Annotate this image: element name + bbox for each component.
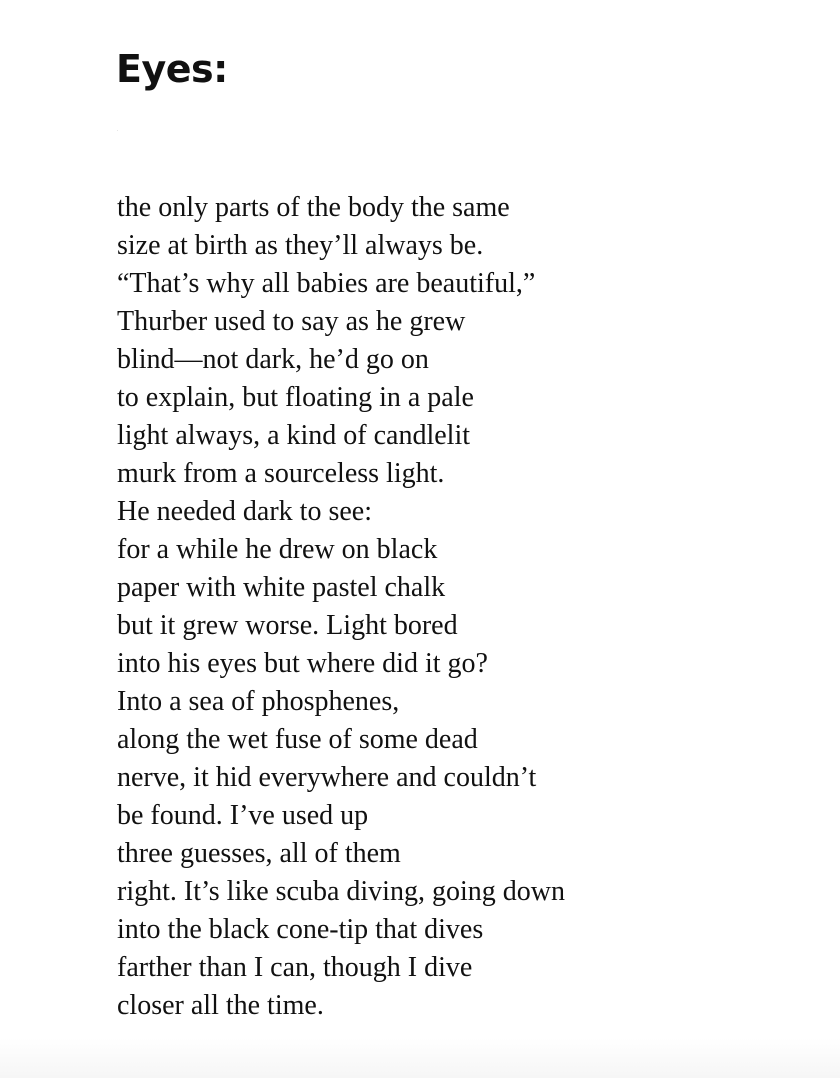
poem-line: to explain, but floating in a pale [117,382,474,413]
poem-line: light always, a kind of candlelit [117,420,471,451]
poem-line: Into a sea of phosphenes, [117,686,400,717]
poem-line: three guesses, all of them [117,838,401,869]
poem-line: paper with white pastel chalk [117,572,446,603]
poem-line: the only parts of the body the same [117,192,510,223]
poem-title: Eyes: [116,47,228,91]
poem-line: farther than I can, though I dive [117,952,473,983]
poem-line: “That’s why all babies are beautiful,” [117,268,536,299]
poem-line: nerve, it hid everywhere and couldn’t [117,762,537,793]
poem-body [117,189,565,1025]
poem-line: along the wet fuse of some dead [117,724,478,755]
poem-line: for a while he drew on black [117,534,438,565]
poem-line: blind—not dark, he’d go on [117,344,429,375]
poem-line: size at birth as they’ll always be. [117,230,484,261]
poem-line: murk from a sourceless light. [117,458,445,489]
decorative-speck [117,130,118,131]
poem-line: He needed dark to see: [117,496,372,527]
page-bottom-edge [0,1038,840,1078]
poem-line: into the black cone-tip that dives [117,914,484,945]
poem-line: be found. I’ve used up [117,800,369,831]
poem-line: closer all the time. [117,990,324,1021]
poem-line: into his eyes but where did it go? [117,648,488,679]
poem-line: Thurber used to say as he grew [117,306,466,337]
poem-line: but it grew worse. Light bored [117,610,458,641]
poem-line: right. It’s like scuba diving, going down [117,876,565,907]
